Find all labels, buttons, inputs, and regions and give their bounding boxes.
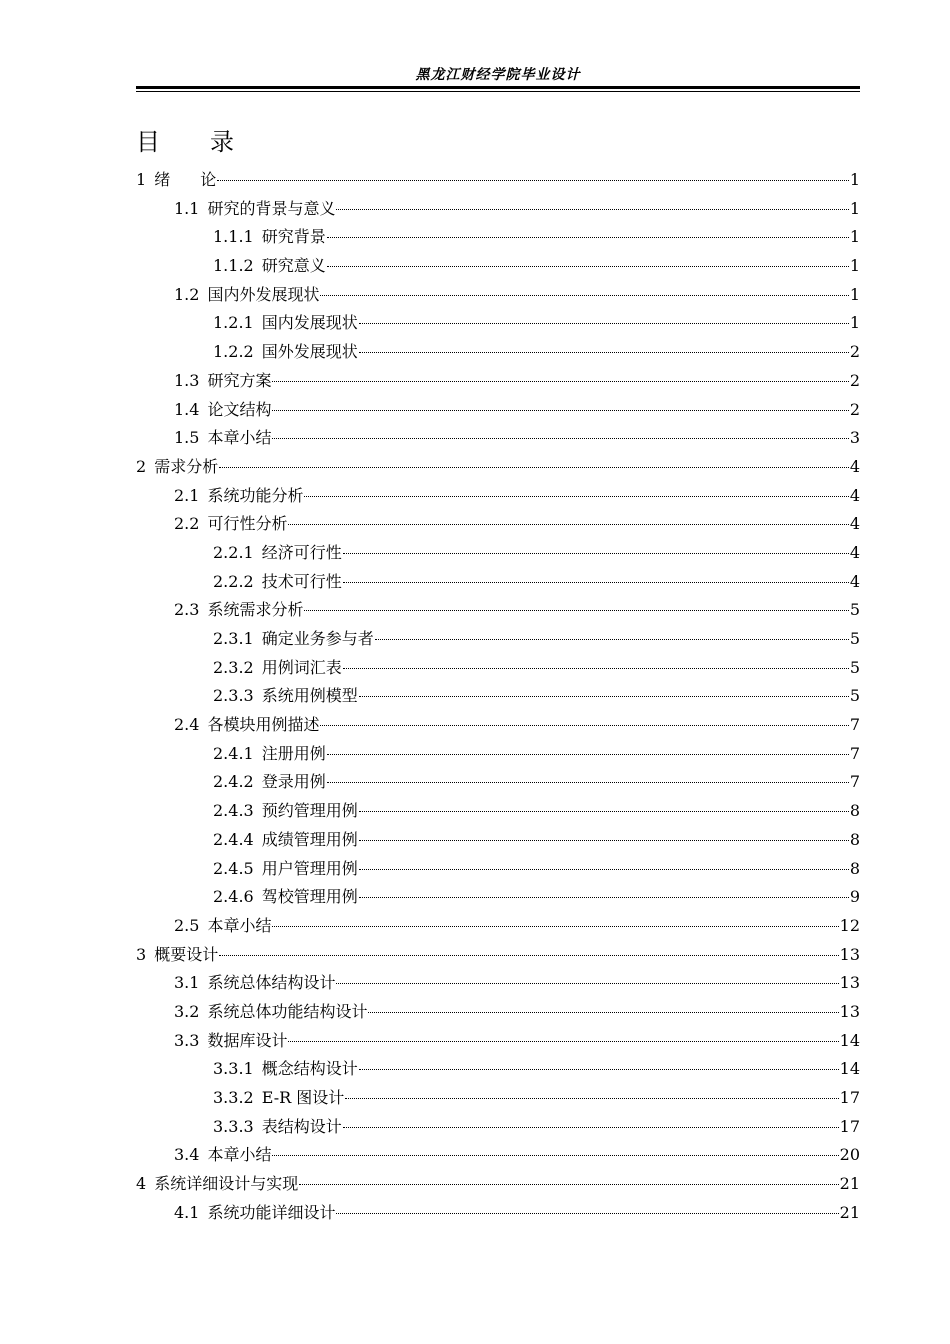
toc-entry[interactable] (136, 1170, 860, 1199)
toc-entry-page: 5 (849, 657, 860, 677)
toc-entry-label: 注册用例 (261, 743, 326, 763)
toc-title: 目录 (136, 128, 284, 156)
toc-entry-page: 8 (849, 829, 860, 849)
toc-leader-dots (327, 782, 849, 783)
toc-entry-number: 1.1 (174, 198, 200, 218)
toc-entry-number: 1.5 (174, 428, 200, 448)
toc-entry[interactable] (136, 625, 860, 654)
toc-entry-page: 4 (849, 542, 860, 562)
toc-entry-page: 5 (849, 629, 860, 648)
toc-entry-number: 2.4.5 (213, 858, 254, 878)
toc-entry[interactable] (136, 1113, 860, 1142)
toc-entry-label: 需求分析 (154, 456, 219, 476)
toc-leader-dots (272, 438, 848, 439)
toc-entry-label: 数据库设计 (207, 1030, 288, 1050)
toc-entry-number: 1.2.1 (213, 313, 254, 333)
toc-entry-number: 4 (136, 1174, 147, 1194)
toc-entry[interactable] (136, 510, 860, 539)
toc-entry-label: 成绩管理用例 (261, 829, 358, 849)
toc-entry[interactable] (136, 883, 860, 912)
toc-entry-number: 2.3.2 (213, 657, 254, 677)
toc-entry-page: 1 (849, 313, 860, 333)
toc-leader-dots (359, 869, 849, 870)
toc-entry-label: 登录用例 (261, 772, 326, 792)
toc-entry[interactable] (136, 1055, 860, 1084)
toc-entry-page: 1 (849, 256, 860, 276)
page-header-title: 黑龙江财经学院毕业设计 (415, 67, 581, 83)
toc-entry-number: 2.3.3 (213, 686, 254, 706)
toc-entry-page: 4 (849, 514, 860, 534)
toc-leader-dots (359, 897, 849, 898)
toc-leader-dots (359, 696, 849, 697)
toc-entry[interactable] (136, 969, 860, 998)
toc-leader-dots (288, 524, 848, 525)
toc-leader-dots (272, 926, 838, 927)
toc-leader-dots (343, 553, 849, 554)
toc-entry[interactable] (136, 998, 860, 1027)
toc-entry-label: 系统用例模型 (261, 686, 358, 706)
toc-leader-dots (327, 237, 849, 238)
toc-entry-page: 1 (849, 227, 860, 247)
toc-entry-label: 概要设计 (154, 944, 219, 964)
toc-entry-label: 系统功能分析 (207, 485, 304, 505)
toc-entry[interactable] (136, 166, 860, 195)
toc-entry-label: 论文结构 (207, 399, 272, 419)
toc-entry[interactable] (136, 826, 860, 855)
toc-entry[interactable] (136, 396, 860, 425)
toc-leader-dots (343, 582, 849, 583)
toc-entry[interactable] (136, 682, 860, 711)
toc-entry-number: 1 (136, 170, 147, 189)
toc-entry-label: 研究背景 (261, 227, 326, 247)
toc-entry-number: 3.1 (174, 973, 200, 993)
toc-entry[interactable] (136, 482, 860, 511)
toc-entry-page: 8 (849, 801, 860, 821)
toc-entry-label: 国内外发展现状 (207, 284, 320, 304)
toc-entry-number: 2.4.3 (213, 801, 254, 821)
toc-leader-dots (272, 1155, 838, 1156)
toc-entry-page: 13 (839, 1001, 860, 1021)
toc-entry-page: 13 (839, 944, 860, 964)
toc-entry-label: 绪论 (154, 170, 247, 189)
toc-entry-page: 7 (849, 772, 860, 792)
toc-entry-label: 驾校管理用例 (261, 887, 358, 907)
toc-entry-number: 3.2 (174, 1001, 200, 1021)
toc-entry-label: 系统总体功能结构设计 (207, 1001, 368, 1021)
toc-entry-page: 3 (849, 428, 860, 448)
toc-entry-label: 表结构设计 (261, 1116, 342, 1136)
toc-entry-page: 1 (849, 284, 860, 304)
toc-entry-number: 4.1 (174, 1202, 200, 1222)
toc-entry-label: 可行性分析 (207, 514, 288, 534)
toc-leader-dots (336, 1213, 838, 1214)
toc-entry-page: 14 (839, 1059, 860, 1079)
toc-entry-page: 1 (849, 198, 860, 218)
toc-entry-page: 13 (839, 973, 860, 993)
toc-entry-page: 1 (849, 170, 860, 189)
toc-entry[interactable] (136, 654, 860, 683)
toc-leader-dots (219, 467, 849, 468)
toc-entry-number: 2 (136, 456, 147, 476)
toc-entry-number: 2.5 (174, 915, 200, 935)
toc-leader-dots (336, 983, 838, 984)
toc-entry[interactable] (136, 568, 860, 597)
toc-entry-number: 3.3 (174, 1030, 200, 1050)
toc-leader-dots (359, 352, 849, 353)
toc-entry-page: 4 (849, 571, 860, 591)
toc-leader-dots (320, 725, 848, 726)
toc-entry-label: 预约管理用例 (261, 801, 358, 821)
toc-entry-label: 用例词汇表 (261, 657, 342, 677)
toc-entry-number: 3 (136, 944, 147, 964)
toc-entry-label: 研究的背景与意义 (207, 198, 336, 218)
toc-entry-label: 本章小结 (207, 1145, 272, 1165)
toc-entry[interactable] (136, 1199, 860, 1228)
toc-entry-page: 2 (849, 342, 860, 362)
toc-entry-page: 4 (849, 485, 860, 505)
toc-entry[interactable] (136, 223, 860, 252)
toc-entry[interactable] (136, 281, 860, 310)
toc-entry-page: 17 (839, 1116, 860, 1136)
toc-leader-dots (327, 754, 849, 755)
toc-entry-page: 14 (839, 1030, 860, 1050)
toc-leader-dots (219, 955, 838, 956)
toc-entry-page: 2 (849, 399, 860, 419)
toc-leader-dots (288, 1041, 838, 1042)
toc-entry-label: 经济可行性 (261, 542, 342, 562)
toc-entry-number: 1.3 (174, 370, 200, 390)
toc-leader-dots (345, 1098, 838, 1099)
toc-entry-number: 2.3.1 (213, 629, 254, 648)
toc-entry-page: 12 (839, 915, 860, 935)
toc-list (136, 166, 860, 1227)
toc-leader-dots (304, 610, 848, 611)
toc-leader-dots (343, 668, 849, 669)
toc-entry-page: 17 (839, 1088, 860, 1107)
toc-entry-page: 4 (849, 456, 860, 476)
toc-entry-number: 1.2.2 (213, 342, 254, 362)
toc-entry-number: 1.1.2 (213, 256, 254, 276)
toc-entry-label: 各模块用例描述 (207, 715, 320, 735)
toc-entry-label: 研究方案 (207, 370, 272, 390)
toc-entry-page: 9 (849, 887, 860, 907)
toc-entry-number: 2.2.2 (213, 571, 254, 591)
toc-entry-number: 2.4.1 (213, 743, 254, 763)
toc-leader-dots (320, 295, 848, 296)
toc-entry[interactable] (136, 1141, 860, 1170)
toc-entry[interactable] (136, 740, 860, 769)
toc-leader-dots (272, 410, 848, 411)
toc-entry-label: 系统详细设计与实现 (154, 1174, 299, 1194)
toc-entry-page: 20 (839, 1145, 860, 1165)
toc-entry-page: 21 (839, 1202, 860, 1222)
toc-leader-dots (217, 180, 849, 181)
toc-entry[interactable] (136, 424, 860, 453)
toc-leader-dots (304, 496, 848, 497)
toc-entry-label: 国内发展现状 (261, 313, 358, 333)
toc-leader-dots (299, 1184, 838, 1185)
toc-entry[interactable] (136, 941, 860, 970)
toc-entry-label: 本章小结 (207, 428, 272, 448)
toc-entry-number: 1.2 (174, 284, 200, 304)
toc-leader-dots (359, 811, 849, 812)
toc-leader-dots (368, 1012, 838, 1013)
toc-leader-dots (375, 639, 849, 640)
toc-entry-number: 1.1.1 (213, 227, 254, 247)
toc-leader-dots (359, 840, 849, 841)
header-rule-thin (136, 91, 860, 92)
toc-entry-page: 5 (849, 686, 860, 706)
toc-entry[interactable] (136, 1027, 860, 1056)
header-rule-thick (136, 86, 860, 89)
toc-entry-number: 2.2.1 (213, 542, 254, 562)
toc-leader-dots (272, 381, 848, 382)
toc-entry-number: 2.4.6 (213, 887, 254, 907)
toc-leader-dots (359, 323, 849, 324)
toc-entry-page: 7 (849, 715, 860, 735)
toc-entry-number: 2.4.4 (213, 829, 254, 849)
toc-entry[interactable] (136, 309, 860, 338)
toc-leader-dots (343, 1127, 839, 1128)
toc-entry[interactable] (136, 338, 860, 367)
toc-entry-label: 技术可行性 (261, 571, 342, 591)
toc-entry-label: 确定业务参与者 (261, 629, 374, 648)
toc-entry-label: 国外发展现状 (261, 342, 358, 362)
toc-entry-number: 2.4 (174, 715, 200, 735)
toc-entry[interactable] (136, 252, 860, 281)
toc-entry-number: 2.1 (174, 485, 200, 505)
toc-entry[interactable] (136, 912, 860, 941)
toc-entry-number: 2.4.2 (213, 772, 254, 792)
toc-entry-number: 2.3 (174, 600, 200, 620)
toc-entry[interactable] (136, 711, 860, 740)
toc-entry-label: 用户管理用例 (261, 858, 358, 878)
toc-entry[interactable] (136, 1084, 860, 1113)
toc-entry-label: 本章小结 (207, 915, 272, 935)
toc-entry-label: 系统总体结构设计 (207, 973, 336, 993)
toc-leader-dots (327, 266, 849, 267)
toc-entry-label: 研究意义 (261, 256, 326, 276)
toc-entry[interactable] (136, 539, 860, 568)
toc-entry[interactable] (136, 195, 860, 224)
toc-entry[interactable] (136, 768, 860, 797)
toc-leader-dots (359, 1069, 839, 1070)
toc-entry-number: 3.3.2 (213, 1088, 254, 1107)
toc-entry[interactable] (136, 453, 860, 482)
toc-entry-number: 1.4 (174, 399, 200, 419)
toc-entry-page: 21 (839, 1174, 860, 1194)
toc-entry-page: 7 (849, 743, 860, 763)
toc-entry[interactable] (136, 797, 860, 826)
toc-entry-page: 2 (849, 370, 860, 390)
toc-entry-page: 5 (849, 600, 860, 620)
toc-entry-number: 3.4 (174, 1145, 200, 1165)
toc-entry-label: 系统需求分析 (207, 600, 304, 620)
toc-entry-number: 3.3.1 (213, 1059, 254, 1079)
toc-entry[interactable] (136, 855, 860, 884)
toc-entry-page: 8 (849, 858, 860, 878)
toc-entry-number: 3.3.3 (213, 1116, 254, 1136)
toc-entry-label: 概念结构设计 (261, 1059, 358, 1079)
toc-leader-dots (336, 209, 848, 210)
toc-entry[interactable] (136, 596, 860, 625)
toc-entry-number: 2.2 (174, 514, 200, 534)
toc-entry[interactable] (136, 367, 860, 396)
toc-entry-label: 系统功能详细设计 (207, 1202, 336, 1222)
toc-entry-label: E-R 图设计 (261, 1088, 345, 1107)
